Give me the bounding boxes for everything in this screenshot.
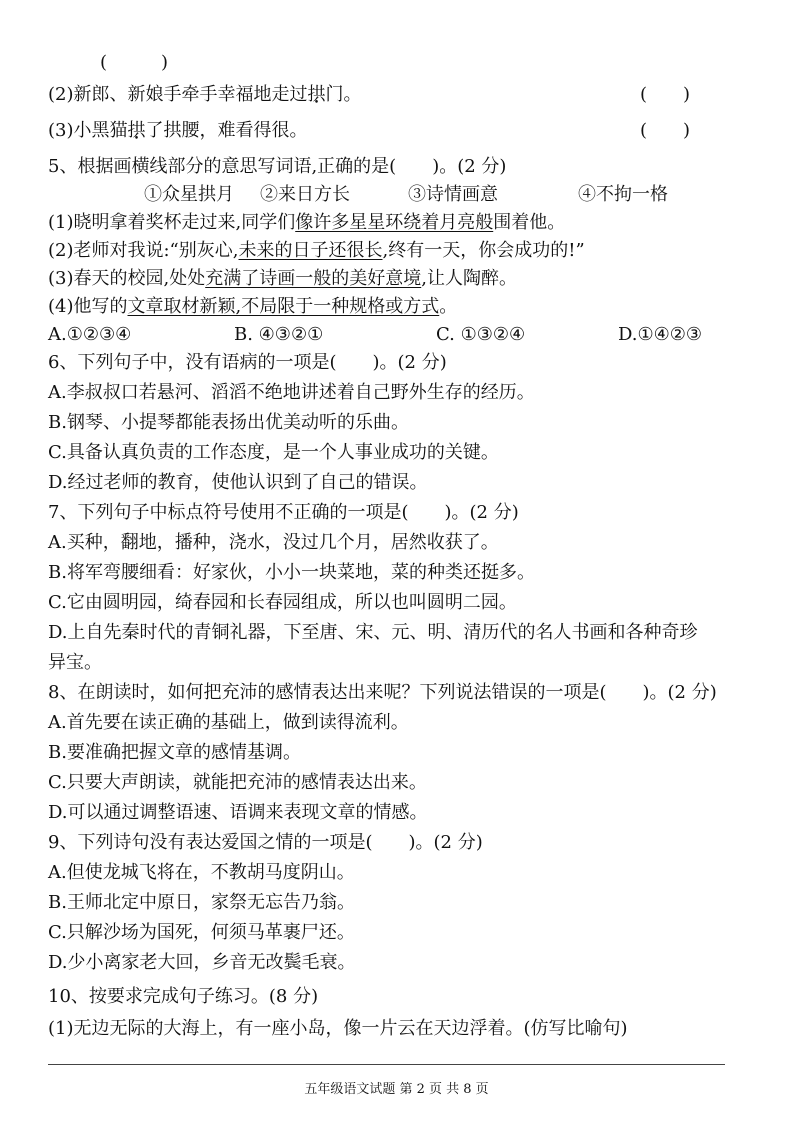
q7-option-a[interactable]: A.买种，翻地，播种，浇水，没过几个月，居然收获了。 (48, 532, 499, 553)
q6-option-a[interactable]: A.李叔叔口若悬河、滔滔不绝地讲述着自己野外生存的经历。 (48, 382, 535, 403)
emphasis-dot-char: 拱 (307, 84, 326, 105)
q9-option-a[interactable]: A.但使龙城飞将在，不教胡马度阴山。 (48, 862, 355, 883)
answer-paren[interactable]: ( ) (639, 120, 690, 141)
q7-stem: 7、下列句子中标点符号使用不正确的一项是( )。(2 分) (48, 502, 519, 523)
q9-option-b[interactable]: B.王师北定中原日，家祭无忘告乃翁。 (48, 892, 355, 913)
idiom-1: ①众星拱月 (144, 184, 234, 205)
q7-option-d-cont: 异宝。 (48, 652, 102, 673)
q4-item-2-pre: (2)新郎、新娘手牵手幸福地走过 (48, 84, 308, 105)
sentence-text: 。 (439, 296, 458, 317)
underlined-text: 文章取材新颖,不局限于一种规格或方式 (127, 296, 440, 317)
q4-item-3-post: 了拱腰，难看得很。 (145, 120, 308, 141)
option-d[interactable]: D.①④②③ (618, 324, 703, 345)
option-c[interactable]: C. ①③②④ (436, 324, 526, 345)
q4-item-2-post: 门。 (325, 84, 362, 105)
idiom-2: ②来日方长 (260, 184, 350, 205)
underlined-text: 像许多星星环绕着月亮般 (295, 212, 494, 233)
option-b[interactable]: B. ④③②① (234, 324, 324, 345)
page-footer: 五年级语文试题 第 2 页 共 8 页 (304, 1082, 489, 1097)
q10-stem: 10、按要求完成句子练习。(8 分) (48, 986, 319, 1007)
q5-idioms (48, 180, 753, 210)
q8-option-c[interactable]: C.只要大声朗读，就能把充沛的感情表达出来。 (48, 772, 427, 793)
q5-options (48, 320, 753, 350)
q5-sentence-3 (48, 264, 753, 294)
q8-option-a[interactable]: A.首先要在读正确的基础上，做到读得流利。 (48, 712, 409, 733)
underlined-text: 未来的日子还很长 (238, 240, 383, 261)
q5-sentence-2 (48, 236, 753, 266)
sentence-text: (3)春天的校园,处处 (48, 268, 206, 289)
sentence-text: 围着他。 (493, 212, 566, 233)
answer-paren[interactable]: ( ) (639, 84, 690, 105)
emphasis-dot-char: 拱 (127, 120, 146, 141)
option-a[interactable]: A.①②③④ (48, 324, 132, 345)
q5-stem: 5、根据画横线部分的意思写词语,正确的是( )。(2 分) (48, 156, 507, 177)
q6-option-b[interactable]: B.钢琴、小提琴都能表扬出优美动听的乐曲。 (48, 412, 409, 433)
sentence-text: (1)晓明拿着奖杯走过来,同学们 (48, 212, 296, 233)
q7-option-b[interactable]: B.将军弯腰细看：好家伙，小小一块菜地，菜的种类还挺多。 (48, 562, 535, 583)
sentence-text: ,终有一天，你会成功的!” (382, 240, 585, 261)
q9-stem: 9、下列诗句没有表达爱国之情的一项是( )。(2 分) (48, 832, 483, 853)
idiom-4: ④不拘一格 (578, 184, 668, 205)
footer-divider (48, 1064, 725, 1065)
q8-option-d[interactable]: D.可以通过调整语速、语调来表现文章的情感。 (48, 802, 428, 823)
underlined-text: 充满了诗画一般的美好意境 (205, 268, 422, 289)
q4-item-3-pre: (3)小黑猫 (48, 120, 128, 141)
sentence-text: (4)他写的 (48, 296, 128, 317)
q5-sentence-4 (48, 292, 753, 322)
q4-item-3 (48, 116, 753, 146)
q8-option-b[interactable]: B.要准确把握文章的感情基调。 (48, 742, 301, 763)
q6-option-c[interactable]: C.具备认真负责的工作态度，是一个人事业成功的关键。 (48, 442, 499, 463)
sentence-text: (2)老师对我说:“别灰心, (48, 240, 239, 261)
q7-option-d[interactable]: D.上自先秦时代的青铜礼器，下至唐、宋、元、明、清历代的名人书画和各种奇珍 (48, 622, 698, 643)
q4-item-2 (48, 80, 753, 110)
q9-option-d[interactable]: D.少小离家老大回，乡音无改鬓毛衰。 (48, 952, 356, 973)
q7-option-c[interactable]: C.它由圆明园，绮春园和长春园组成，所以也叫圆明二园。 (48, 592, 517, 613)
idiom-3: ③诗情画意 (408, 184, 498, 205)
q6-stem: 6、下列句子中，没有语病的一项是( )。(2 分) (48, 352, 447, 373)
q6-option-d[interactable]: D.经过老师的教育，使他认识到了自己的错误。 (48, 472, 428, 493)
q5-sentence-1 (48, 208, 753, 238)
answer-paren[interactable]: ( ) (100, 52, 169, 73)
q9-option-c[interactable]: C.只解沙场为国死，何须马革裹尸还。 (48, 922, 355, 943)
q10-sentence-1: (1)无边无际的大海上，有一座小岛，像一片云在天边浮着。(仿写比喻句) (48, 1018, 628, 1039)
sentence-text: ,让人陶醉。 (421, 268, 517, 289)
q8-stem: 8、在朗读时，如何把充沛的感情表达出来呢？下列说法错误的一项是( )。(2 分) (48, 682, 717, 703)
